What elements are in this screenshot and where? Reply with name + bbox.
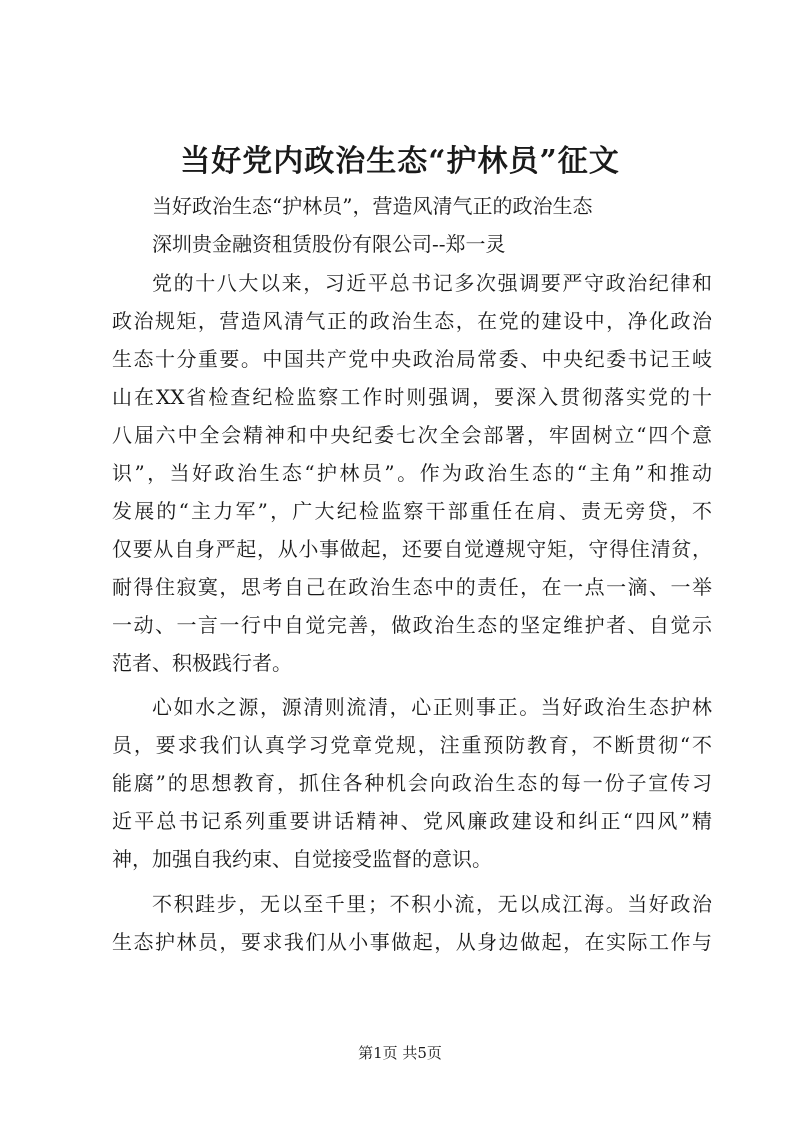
paragraph-3-line-2: 生态护林员，要求我们从小事做起，从身边做起，在实际工作与 <box>112 930 712 954</box>
paragraph-3-line-1: 不积跬步，无以至千里；不积小流，无以成江海。当好政治 <box>152 892 712 916</box>
paragraph-2-line-3: 能腐”的思想教育，抓住各种机会向政治生态的每一份子宣传习 <box>112 771 712 795</box>
paragraph-1-line-3: 生态十分重要。中国共产党中央政治局常委、中央纪委书记王岐 <box>112 347 712 371</box>
paragraph-1-line-9: 耐得住寂寞，思考自己在政治生态中的责任，在一点一滴、一举 <box>112 575 712 599</box>
paragraph-1-line-6: 识”，当好政治生态“护林员”。作为政治生态的“主角”和推动 <box>112 461 712 485</box>
paragraph-1-line-11: 范者、积极践行者。 <box>112 651 292 675</box>
document-title: 当好党内政治生态“护林员”征文 <box>180 144 620 179</box>
paragraph-1-line-4: 山在XX省检查纪检监察工作时则强调，要深入贯彻落实党的十 <box>112 385 712 409</box>
paragraph-1-line-5: 八届六中全会精神和中央纪委七次全会部署，牢固树立“四个意 <box>112 423 712 447</box>
page-number-footer: 第1页 共5页 <box>358 1044 442 1062</box>
subtitle: 当好政治生态“护林员”，营造风清气正的政治生态 <box>152 194 593 218</box>
paragraph-2-line-2: 员，要求我们认真学习党章党规，注重预防教育，不断贯彻“不 <box>112 733 712 757</box>
paragraph-2-line-4: 近平总书记系列重要讲话精神、党风廉政建设和纠正“四风”精 <box>112 809 712 833</box>
paragraph-1-line-7: 发展的“主力军”，广大纪检监察干部重任在肩、责无旁贷，不 <box>112 499 712 523</box>
paragraph-1-line-8: 仅要从自身严起，从小事做起，还要自觉遵规守矩，守得住清贫， <box>112 537 712 561</box>
paragraph-2-line-1: 心如水之源，源清则流清，心正则事正。当好政治生态护林 <box>152 695 712 719</box>
author-line: 深圳贵金融资租赁股份有限公司--郑一灵 <box>152 232 506 256</box>
paragraph-1-line-10: 一动、一言一行中自觉完善，做政治生态的坚定维护者、自觉示 <box>112 613 712 637</box>
paragraph-1-line-2: 政治规矩，营造风清气正的政治生态，在党的建设中，净化政治 <box>112 309 712 333</box>
paragraph-2-line-5: 神，加强自我约束、自觉接受监督的意识。 <box>112 847 492 871</box>
paragraph-1-line-1: 党的十八大以来，习近平总书记多次强调要严守政治纪律和 <box>152 271 712 295</box>
